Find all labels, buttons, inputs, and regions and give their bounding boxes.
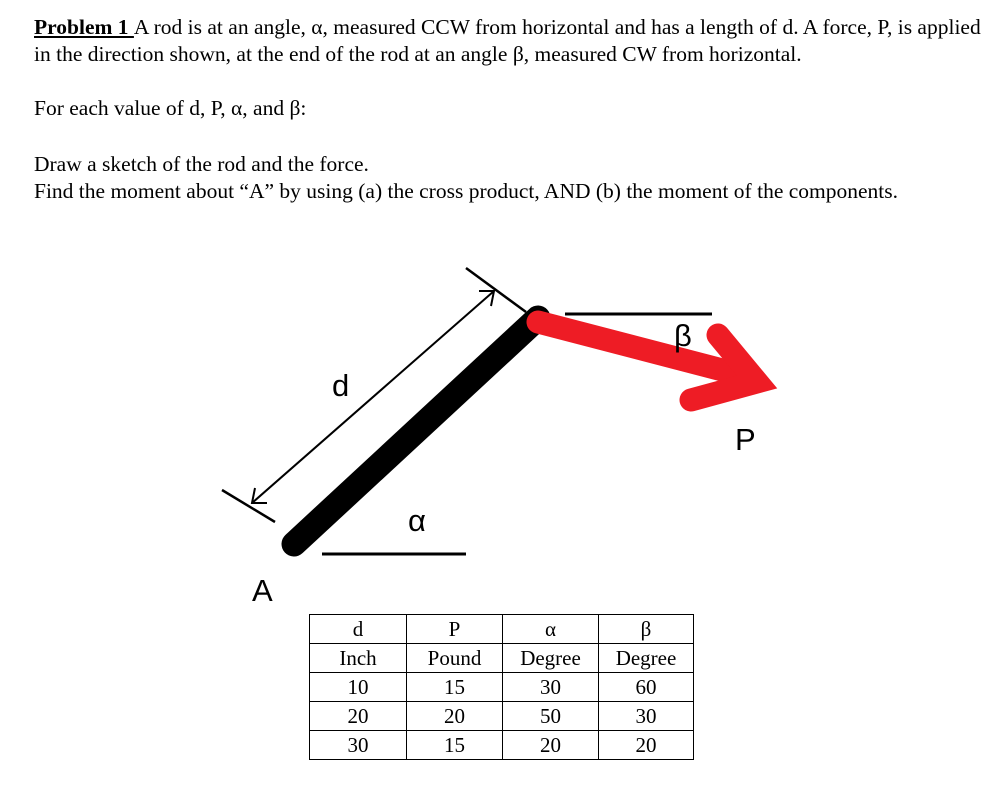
label-alpha: α [408,503,426,538]
table-cell: 60 [599,673,694,702]
header-alpha: α [503,615,599,644]
table-row [310,673,694,702]
statement-text: A rod is at an angle, α, measured CCW from horizontal and has a length of d. A force, P, is applied in the direction shown, at the end of the rod at an angle β, measured CW from horizontal. [34,15,981,66]
table-cell: 30 [503,673,599,702]
table-cell: 50 [503,702,599,731]
table-cell: 20 [407,702,503,731]
header-P: P [407,615,503,644]
label-P: P [735,422,756,457]
table-cell: 30 [599,702,694,731]
header-beta: β [599,615,694,644]
values-table [309,614,694,760]
table-header-row [310,615,694,644]
prompt-text: For each value of d, P, α, and β: [34,96,307,120]
unit-alpha: Degree [503,644,599,673]
table-units-row [310,644,694,673]
label-d: d [332,368,350,403]
table-row [310,731,694,760]
table-cell: 30 [310,731,407,760]
table-cell: 20 [599,731,694,760]
dimension-extension-upper [466,268,526,312]
table-cell: 20 [310,702,407,731]
unit-beta: Degree [599,644,694,673]
task-sketch: Draw a sketch of the rod and the force. [34,152,369,176]
label-beta: β [674,318,692,353]
table-cell: 10 [310,673,407,702]
table-cell: 20 [503,731,599,760]
force-arrow-shaft [538,322,730,372]
header-d: d [310,615,407,644]
task-moment: Find the moment about “A” by using (a) the cross product, AND (b) the moment of the components. [34,179,899,203]
table-row [310,702,694,731]
table-cell: 15 [407,673,503,702]
table-cell: 15 [407,731,503,760]
unit-P: Pound [407,644,503,673]
unit-d: Inch [310,644,407,673]
dimension-extension-lower [222,490,275,522]
label-A: A [252,573,273,608]
problem-label: Problem 1 [34,15,134,39]
